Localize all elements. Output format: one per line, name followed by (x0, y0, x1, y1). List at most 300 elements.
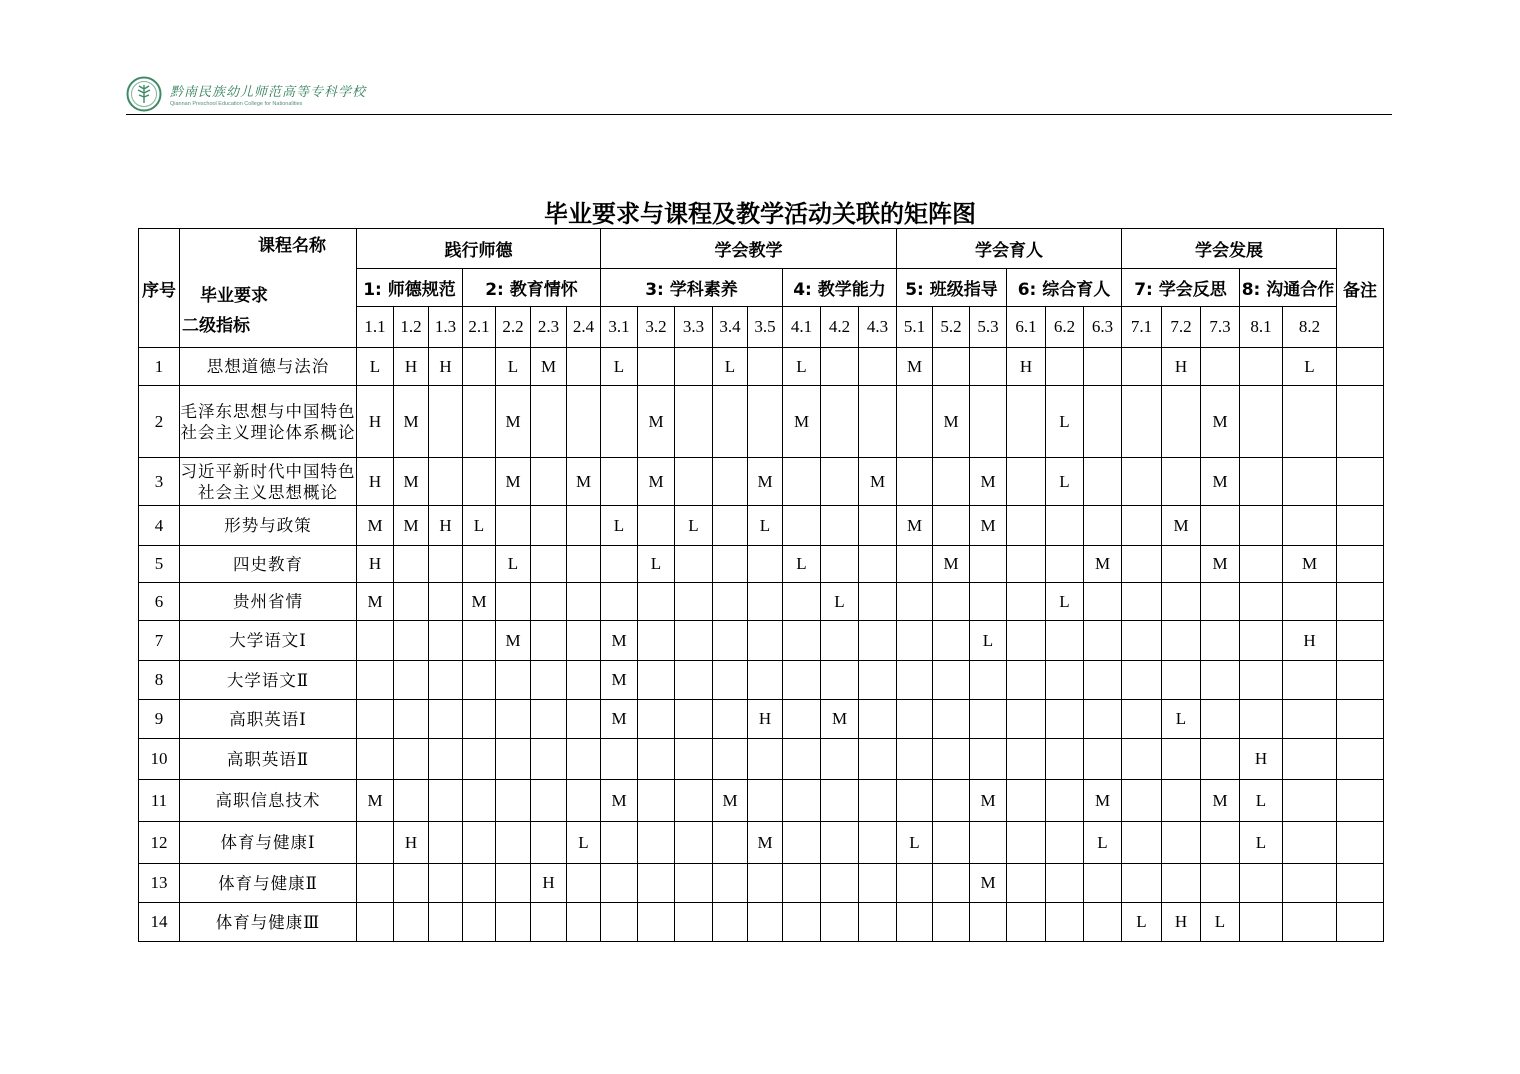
matrix-cell (821, 903, 859, 942)
course-name: 高职信息技术 (180, 780, 357, 822)
course-name: 毛泽东思想与中国特色社会主义理论体系概论 (180, 386, 357, 458)
matrix-cell (638, 739, 675, 780)
matrix-cell (821, 458, 859, 506)
indicator-header: 5.1 (897, 307, 933, 348)
matrix-cell (1007, 864, 1046, 903)
col-seq-header: 序号 (139, 229, 180, 348)
matrix-cell (675, 822, 713, 864)
remark-cell (1337, 661, 1384, 700)
matrix-cell (675, 583, 713, 621)
matrix-cell (713, 621, 748, 661)
matrix-cell (897, 621, 933, 661)
logo-english-name: Qiannan Preschool Education College for Nationalities (170, 101, 303, 107)
matrix-cell: M (496, 386, 531, 458)
diag-indicator-label: 二级指标 (182, 316, 250, 336)
indicator-header: 3.4 (713, 307, 748, 348)
matrix-cell (859, 546, 897, 583)
matrix-cell (429, 661, 463, 700)
matrix-cell (357, 864, 394, 903)
matrix-cell: M (1084, 780, 1122, 822)
matrix-cell (429, 583, 463, 621)
table-row (139, 822, 1384, 864)
matrix-cell (859, 700, 897, 739)
matrix-cell: L (748, 506, 783, 546)
matrix-cell (496, 700, 531, 739)
remark-cell (1337, 739, 1384, 780)
matrix-cell (1007, 386, 1046, 458)
matrix-cell (1162, 458, 1201, 506)
matrix-cell (357, 621, 394, 661)
matrix-cell (357, 822, 394, 864)
matrix-cell (463, 739, 496, 780)
matrix-cell: H (429, 506, 463, 546)
matrix-cell: H (1007, 348, 1046, 386)
indicator-header: 4.1 (783, 307, 821, 348)
course-name: 大学语文Ⅰ (180, 621, 357, 661)
matrix-cell (496, 822, 531, 864)
table-row (139, 458, 1384, 506)
matrix-cell (1162, 739, 1201, 780)
indicator-header: 3.5 (748, 307, 783, 348)
matrix-cell (933, 506, 970, 546)
indicator-header: 2.3 (531, 307, 567, 348)
matrix-cell (713, 546, 748, 583)
matrix-cell (1240, 583, 1283, 621)
matrix-cell (1201, 739, 1240, 780)
matrix-cell (897, 386, 933, 458)
matrix-cell (429, 386, 463, 458)
matrix-cell (463, 458, 496, 506)
matrix-cell (970, 739, 1007, 780)
matrix-cell (1201, 621, 1240, 661)
matrix-cell (1162, 583, 1201, 621)
matrix-cell: H (357, 458, 394, 506)
matrix-cell (859, 780, 897, 822)
matrix-cell (783, 903, 821, 942)
matrix-cell: M (1283, 546, 1337, 583)
matrix-cell: L (638, 546, 675, 583)
table-row (139, 506, 1384, 546)
indicator-header: 8.2 (1283, 307, 1337, 348)
matrix-cell: H (394, 822, 429, 864)
matrix-cell (429, 458, 463, 506)
matrix-cell (1046, 864, 1084, 903)
matrix-cell (713, 903, 748, 942)
matrix-cell (748, 621, 783, 661)
matrix-cell (713, 739, 748, 780)
matrix-cell (970, 583, 1007, 621)
indicator-header: 5.2 (933, 307, 970, 348)
matrix-cell: L (601, 506, 638, 546)
matrix-cell: M (567, 458, 601, 506)
matrix-cell (1162, 822, 1201, 864)
remark-cell (1337, 621, 1384, 661)
matrix-cell (1084, 700, 1122, 739)
matrix-cell (897, 780, 933, 822)
matrix-cell (713, 661, 748, 700)
table-row (139, 903, 1384, 942)
matrix-cell (1007, 661, 1046, 700)
subgroup-header: 4: 教学能力 (783, 269, 897, 307)
matrix-cell: M (394, 506, 429, 546)
matrix-cell (357, 739, 394, 780)
matrix-cell: M (1084, 546, 1122, 583)
matrix-cell: M (970, 780, 1007, 822)
school-logo (126, 74, 366, 114)
matrix-cell: L (713, 348, 748, 386)
matrix-cell (970, 661, 1007, 700)
matrix-cell (821, 348, 859, 386)
matrix-cell (1046, 700, 1084, 739)
course-name: 思想道德与法治 (180, 348, 357, 386)
matrix-cell (1084, 458, 1122, 506)
matrix-cell (675, 458, 713, 506)
course-name: 大学语文Ⅱ (180, 661, 357, 700)
matrix-cell (897, 583, 933, 621)
matrix-cell (1240, 700, 1283, 739)
indicator-header: 4.2 (821, 307, 859, 348)
matrix-cell (1046, 780, 1084, 822)
matrix-cell: M (933, 546, 970, 583)
matrix-cell (531, 739, 567, 780)
group-header: 学会育人 (897, 229, 1122, 269)
matrix-cell: L (1122, 903, 1162, 942)
matrix-cell (1084, 739, 1122, 780)
matrix-cell (1007, 739, 1046, 780)
matrix-cell (675, 386, 713, 458)
matrix-cell (1283, 864, 1337, 903)
matrix-cell (1046, 506, 1084, 546)
row-seq: 8 (139, 661, 180, 700)
matrix-cell (638, 822, 675, 864)
indicator-header: 3.2 (638, 307, 675, 348)
matrix-cell: M (638, 458, 675, 506)
col-remark-header: 备注 (1337, 229, 1384, 348)
matrix-cell: M (463, 583, 496, 621)
matrix-cell: M (1201, 386, 1240, 458)
matrix-cell: L (783, 546, 821, 583)
matrix-cell (713, 583, 748, 621)
row-seq: 4 (139, 506, 180, 546)
matrix-cell (821, 780, 859, 822)
matrix-cell (429, 780, 463, 822)
matrix-cell: M (601, 621, 638, 661)
matrix-cell: M (933, 386, 970, 458)
course-name: 四史教育 (180, 546, 357, 583)
matrix-cell (748, 780, 783, 822)
matrix-cell (1283, 506, 1337, 546)
matrix-cell (748, 546, 783, 583)
matrix-cell (496, 661, 531, 700)
matrix-cell: M (1162, 506, 1201, 546)
matrix-cell: L (1201, 903, 1240, 942)
matrix-cell: M (496, 458, 531, 506)
matrix-cell (713, 700, 748, 739)
matrix-cell (567, 903, 601, 942)
matrix-cell (933, 739, 970, 780)
matrix-cell (567, 621, 601, 661)
matrix-cell (638, 700, 675, 739)
matrix-cell (1162, 864, 1201, 903)
matrix-cell: H (357, 546, 394, 583)
matrix-cell: L (496, 348, 531, 386)
matrix-cell: M (748, 458, 783, 506)
matrix-cell (638, 583, 675, 621)
matrix-cell (675, 661, 713, 700)
matrix-cell (821, 864, 859, 903)
subgroup-header: 7: 学会反思 (1122, 269, 1240, 307)
matrix-cell (531, 546, 567, 583)
matrix-cell (1283, 583, 1337, 621)
matrix-cell (897, 661, 933, 700)
matrix-cell (713, 458, 748, 506)
table-row (139, 621, 1384, 661)
matrix-cell: M (970, 506, 1007, 546)
table-row (139, 780, 1384, 822)
matrix-cell (748, 661, 783, 700)
matrix-cell (429, 621, 463, 661)
matrix-cell: M (357, 506, 394, 546)
matrix-cell (567, 661, 601, 700)
subgroup-header: 2: 教育情怀 (463, 269, 601, 307)
matrix-cell (859, 506, 897, 546)
row-seq: 10 (139, 739, 180, 780)
matrix-cell: M (394, 386, 429, 458)
matrix-cell (933, 700, 970, 739)
matrix-cell (357, 700, 394, 739)
indicator-header: 6.2 (1046, 307, 1084, 348)
matrix-cell (1007, 583, 1046, 621)
matrix-cell (496, 903, 531, 942)
matrix-cell (783, 780, 821, 822)
matrix-cell (1007, 621, 1046, 661)
matrix-cell (1122, 386, 1162, 458)
matrix-cell (567, 386, 601, 458)
matrix-cell (1283, 386, 1337, 458)
matrix-cell (567, 546, 601, 583)
matrix-cell (970, 386, 1007, 458)
matrix-cell (1240, 864, 1283, 903)
matrix-cell (429, 822, 463, 864)
matrix-cell: H (531, 864, 567, 903)
matrix-cell (859, 903, 897, 942)
matrix-cell (567, 583, 601, 621)
remark-cell (1337, 903, 1384, 942)
matrix-cell: H (394, 348, 429, 386)
matrix-cell: L (1162, 700, 1201, 739)
row-seq: 12 (139, 822, 180, 864)
matrix-cell (859, 864, 897, 903)
matrix-cell (429, 864, 463, 903)
matrix-cell (1162, 386, 1201, 458)
matrix-cell (1162, 621, 1201, 661)
matrix-cell: M (601, 700, 638, 739)
matrix-cell (394, 903, 429, 942)
matrix-cell (394, 739, 429, 780)
matrix-cell (531, 661, 567, 700)
matrix-cell (531, 583, 567, 621)
diag-course-name-label: 课程名称 (258, 236, 326, 256)
remark-cell (1337, 546, 1384, 583)
matrix-cell (531, 386, 567, 458)
indicator-header: 8.1 (1240, 307, 1283, 348)
matrix-cell (1046, 739, 1084, 780)
remark-cell (1337, 458, 1384, 506)
matrix-cell (601, 583, 638, 621)
subgroup-header: 6: 综合育人 (1007, 269, 1122, 307)
matrix-cell: M (783, 386, 821, 458)
matrix-cell (638, 903, 675, 942)
matrix-cell (783, 458, 821, 506)
indicator-header: 7.3 (1201, 307, 1240, 348)
matrix-cell (859, 621, 897, 661)
matrix-cell (1240, 546, 1283, 583)
matrix-cell (970, 822, 1007, 864)
matrix-cell: L (463, 506, 496, 546)
table-row (139, 739, 1384, 780)
course-name: 形势与政策 (180, 506, 357, 546)
matrix-cell (970, 903, 1007, 942)
matrix-cell (601, 864, 638, 903)
matrix-cell: M (496, 621, 531, 661)
remark-cell (1337, 780, 1384, 822)
matrix-cell (675, 780, 713, 822)
indicator-header: 1.1 (357, 307, 394, 348)
matrix-cell (713, 864, 748, 903)
matrix-cell (1240, 458, 1283, 506)
table-row (139, 583, 1384, 621)
matrix-cell (463, 386, 496, 458)
matrix-cell (1283, 822, 1337, 864)
matrix-cell (1122, 661, 1162, 700)
matrix-cell (821, 506, 859, 546)
page-title: 毕业要求与课程及教学活动关联的矩阵图 (544, 200, 976, 228)
matrix-cell: L (567, 822, 601, 864)
subgroup-header: 8: 沟通合作 (1240, 269, 1337, 307)
matrix-cell (1122, 822, 1162, 864)
matrix-cell (531, 822, 567, 864)
matrix-cell (531, 458, 567, 506)
matrix-cell (1240, 386, 1283, 458)
matrix-cell (783, 700, 821, 739)
matrix-cell (897, 700, 933, 739)
matrix-cell: H (429, 348, 463, 386)
matrix-cell (1201, 583, 1240, 621)
matrix-cell (1240, 348, 1283, 386)
matrix-cell (531, 903, 567, 942)
matrix-cell (394, 864, 429, 903)
matrix-cell (1122, 621, 1162, 661)
matrix-cell (783, 506, 821, 546)
matrix-cell (713, 506, 748, 546)
matrix-cell (601, 903, 638, 942)
matrix-cell (1046, 903, 1084, 942)
indicator-header: 3.1 (601, 307, 638, 348)
matrix-cell (1162, 780, 1201, 822)
subgroup-header: 5: 班级指导 (897, 269, 1007, 307)
matrix-cell (859, 386, 897, 458)
matrix-cell (394, 661, 429, 700)
matrix-cell (1007, 506, 1046, 546)
matrix-cell (429, 903, 463, 942)
matrix-cell: M (531, 348, 567, 386)
table-row (139, 386, 1384, 458)
matrix-cell (1122, 546, 1162, 583)
matrix-cell (1283, 780, 1337, 822)
matrix-cell (859, 348, 897, 386)
matrix-cell (933, 780, 970, 822)
row-seq: 11 (139, 780, 180, 822)
matrix-cell (1122, 506, 1162, 546)
matrix-cell: M (1201, 458, 1240, 506)
header-rule (126, 114, 1392, 115)
matrix-cell: L (1084, 822, 1122, 864)
matrix-cell: L (1046, 458, 1084, 506)
matrix-cell (1046, 661, 1084, 700)
group-header: 学会教学 (601, 229, 897, 269)
matrix-cell (638, 348, 675, 386)
matrix-cell (1084, 661, 1122, 700)
matrix-cell (783, 661, 821, 700)
matrix-cell (1162, 661, 1201, 700)
matrix-cell: M (970, 458, 1007, 506)
matrix-cell: M (1201, 546, 1240, 583)
matrix-cell (1283, 458, 1337, 506)
matrix-cell (783, 621, 821, 661)
matrix-cell (675, 546, 713, 583)
matrix-cell (638, 661, 675, 700)
matrix-cell (821, 546, 859, 583)
matrix-cell (1240, 621, 1283, 661)
matrix-cell: H (1283, 621, 1337, 661)
matrix-table (138, 228, 1384, 942)
indicator-header: 3.3 (675, 307, 713, 348)
course-name: 贵州省情 (180, 583, 357, 621)
row-seq: 3 (139, 458, 180, 506)
remark-cell (1337, 822, 1384, 864)
group-header: 践行师德 (357, 229, 601, 269)
matrix-cell (463, 348, 496, 386)
matrix-cell (1046, 546, 1084, 583)
matrix-cell (1283, 739, 1337, 780)
indicator-header: 1.2 (394, 307, 429, 348)
indicator-header: 7.1 (1122, 307, 1162, 348)
matrix-cell (463, 903, 496, 942)
matrix-cell: M (394, 458, 429, 506)
indicator-header: 2.2 (496, 307, 531, 348)
matrix-cell: M (1201, 780, 1240, 822)
matrix-cell (1201, 700, 1240, 739)
matrix-cell (933, 822, 970, 864)
matrix-cell (1007, 822, 1046, 864)
diagonal-header-cell (180, 229, 357, 348)
row-seq: 1 (139, 348, 180, 386)
matrix-cell: M (897, 348, 933, 386)
matrix-cell (933, 621, 970, 661)
matrix-cell: L (357, 348, 394, 386)
matrix-cell (394, 700, 429, 739)
matrix-cell: H (357, 386, 394, 458)
matrix-cell (429, 546, 463, 583)
matrix-cell (859, 661, 897, 700)
matrix-cell: H (748, 700, 783, 739)
matrix-cell (1201, 348, 1240, 386)
matrix-cell: M (601, 661, 638, 700)
remark-cell (1337, 348, 1384, 386)
matrix-cell (638, 780, 675, 822)
matrix-cell (1007, 780, 1046, 822)
matrix-cell (357, 903, 394, 942)
